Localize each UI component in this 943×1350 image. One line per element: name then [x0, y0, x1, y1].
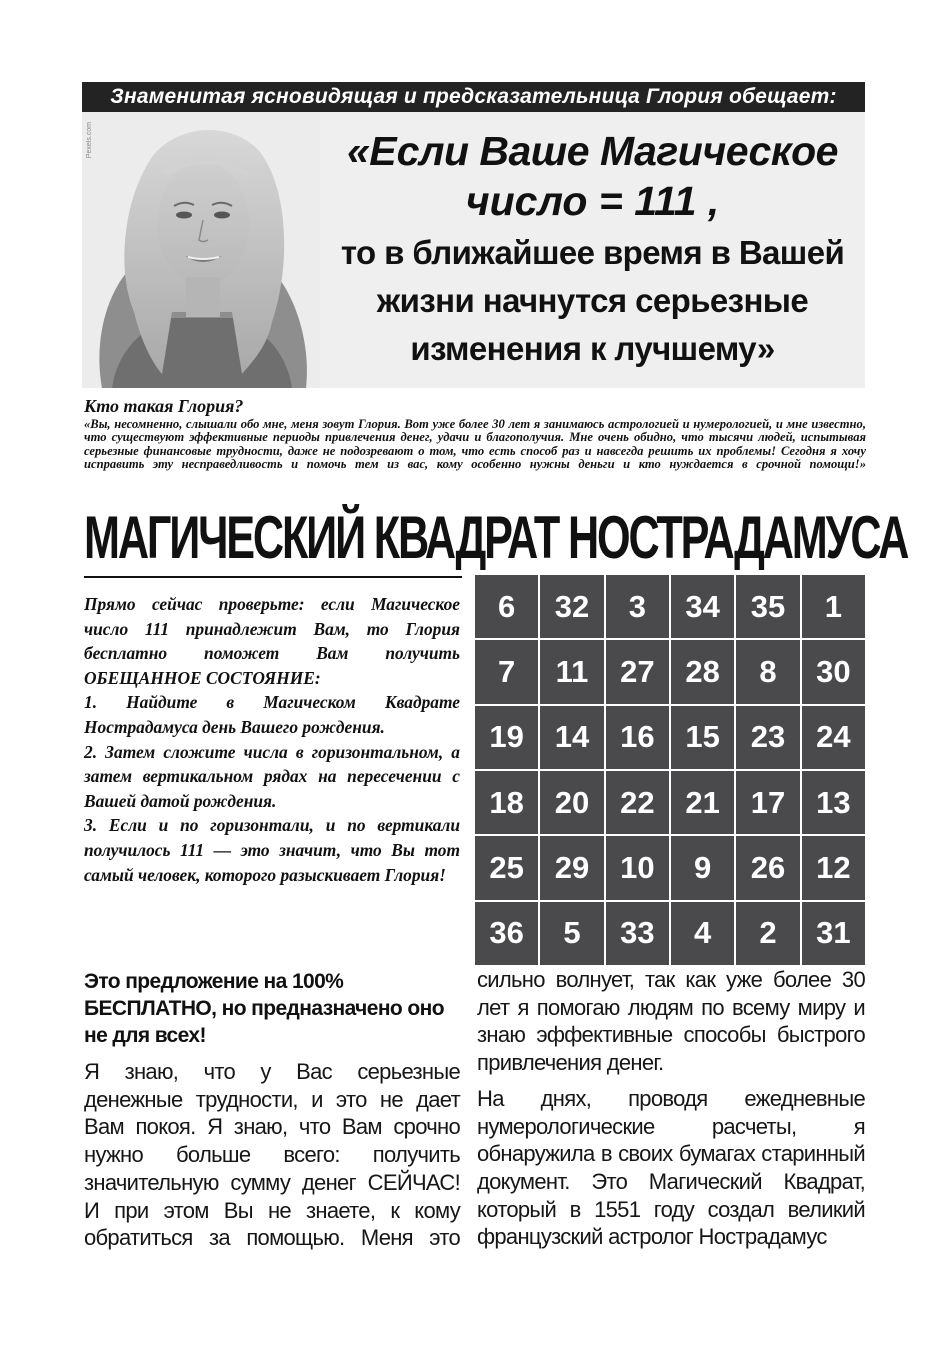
grid-cell: 27	[606, 640, 669, 703]
grid-cell: 35	[736, 575, 799, 638]
grid-cell: 26	[736, 836, 799, 899]
grid-cell: 30	[802, 640, 865, 703]
offer-paragraph-2: На днях, проводя ежедневные нумерологические расчеты, я обнаружила в своих бумагах старинный документ. Это Магический Квадрат, который в 1551 году создал великий французский астролог Нострадамус	[477, 1085, 865, 1250]
photo-credit: Pexels.com	[86, 122, 93, 159]
about-text: «Вы, несомненно, слышали обо мне, меня зовут Глория. Вот уже более 30 лет я занимаюсь астрологией и нумерологией, и мне известно, что существуют эффективные периоды привлечения денег, удачи и благополучия. Мне очень обидно, что тысячи людей, испытывая серьезные финансовые трудности, даже не подозревают о том, что есть способ раз и навсегда решить их проблемы! Сегодня я хочу исправить эту несправедливость и помочь тем из вас, кому особенно нужны деньги и кто нуждается в срочной помощи!»	[84, 417, 866, 472]
grid-cell: 7	[475, 640, 538, 703]
magic-square-grid	[475, 575, 865, 965]
grid-cell: 2	[736, 902, 799, 965]
offer-heading: Это предложение на 100% БЕСПЛАТНО, но предназначено оно не для всех!	[84, 970, 444, 1047]
grid-cell: 28	[671, 640, 734, 703]
grid-cell: 10	[606, 836, 669, 899]
offer-text-left: Я знаю, что у Вас серьезные денежные трудности, и это не дает Вам покоя. Я знаю, что Вам срочно нужно больше всего: получить значительную сумму денег СЕЙЧАС! И при этом Вы не знаете, к кому обратиться за помощью. Меня это	[84, 1059, 460, 1251]
instructions-step-3: 3. Если и по горизонтали, и по вертикали получилось 111 — это значит, что Вы тот самый человек, которого разыскивает Глория!	[84, 815, 460, 885]
grid-cell: 18	[475, 771, 538, 834]
grid-cell: 25	[475, 836, 538, 899]
grid-cell: 33	[606, 902, 669, 965]
grid-cell: 8	[736, 640, 799, 703]
grid-cell: 34	[671, 575, 734, 638]
top-banner: Знаменитая ясновидящая и предсказательница Глория обещает:	[82, 82, 865, 112]
grid-cell: 3	[606, 575, 669, 638]
offer-text-right	[477, 966, 865, 1251]
grid-cell: 6	[475, 575, 538, 638]
grid-cell: 32	[540, 575, 603, 638]
grid-cell: 1	[802, 575, 865, 638]
grid-cell: 20	[540, 771, 603, 834]
grid-cell: 29	[540, 836, 603, 899]
grid-cell: 17	[736, 771, 799, 834]
quote-line-1: «Если Ваше Магическое	[347, 128, 838, 174]
grid-cell: 31	[802, 902, 865, 965]
instructions-step-1: 1. Найдите в Магическом Квадрате Нострадамуса день Вашего рождения.	[84, 692, 460, 737]
quote-line-4: жизни начнутся серьезные	[376, 282, 809, 319]
grid-cell: 36	[475, 902, 538, 965]
portrait-photo	[82, 112, 320, 388]
grid-cell: 19	[475, 706, 538, 769]
grid-cell: 22	[606, 771, 669, 834]
instructions-block	[84, 592, 460, 887]
grid-cell: 12	[802, 836, 865, 899]
grid-cell: 24	[802, 706, 865, 769]
grid-cell: 21	[671, 771, 734, 834]
main-headline: МАГИЧЕСКИЙ КВАДРАТ НОСТРАДАМУСА	[84, 504, 908, 571]
grid-cell: 11	[540, 640, 603, 703]
section-divider	[84, 576, 462, 578]
instructions-intro: Прямо сейчас проверьте: если Магическое число 111 принадлежит Вам, то Глория бесплатно поможет Вам получить ОБЕЩАННОЕ СОСТОЯНИЕ:	[84, 594, 460, 688]
woman-portrait-image	[82, 112, 320, 388]
instructions-step-2: 2. Затем сложите числа в горизонтальном, а затем вертикальном рядах на пересечении с Вашей датой рождения.	[84, 741, 460, 811]
grid-cell: 15	[671, 706, 734, 769]
quote-line-5: изменения к лучшему»	[410, 330, 775, 367]
grid-cell: 9	[671, 836, 734, 899]
quote-panel	[320, 112, 865, 388]
grid-cell: 4	[671, 902, 734, 965]
offer-paragraph-1: сильно волнует, так как уже более 30 лет я помогаю людям по всему миру и знаю эффективные способы быстрого привлечения денег.	[477, 967, 865, 1076]
grid-cell: 13	[802, 771, 865, 834]
grid-cell: 16	[606, 706, 669, 769]
quote-line-3: то в ближайшее время в Вашей	[340, 234, 845, 271]
grid-cell: 23	[736, 706, 799, 769]
grid-cell: 5	[540, 902, 603, 965]
quote-line-2: число = 111 ,	[465, 178, 720, 224]
grid-cell: 14	[540, 706, 603, 769]
about-heading: Кто такая Глория?	[84, 396, 244, 416]
